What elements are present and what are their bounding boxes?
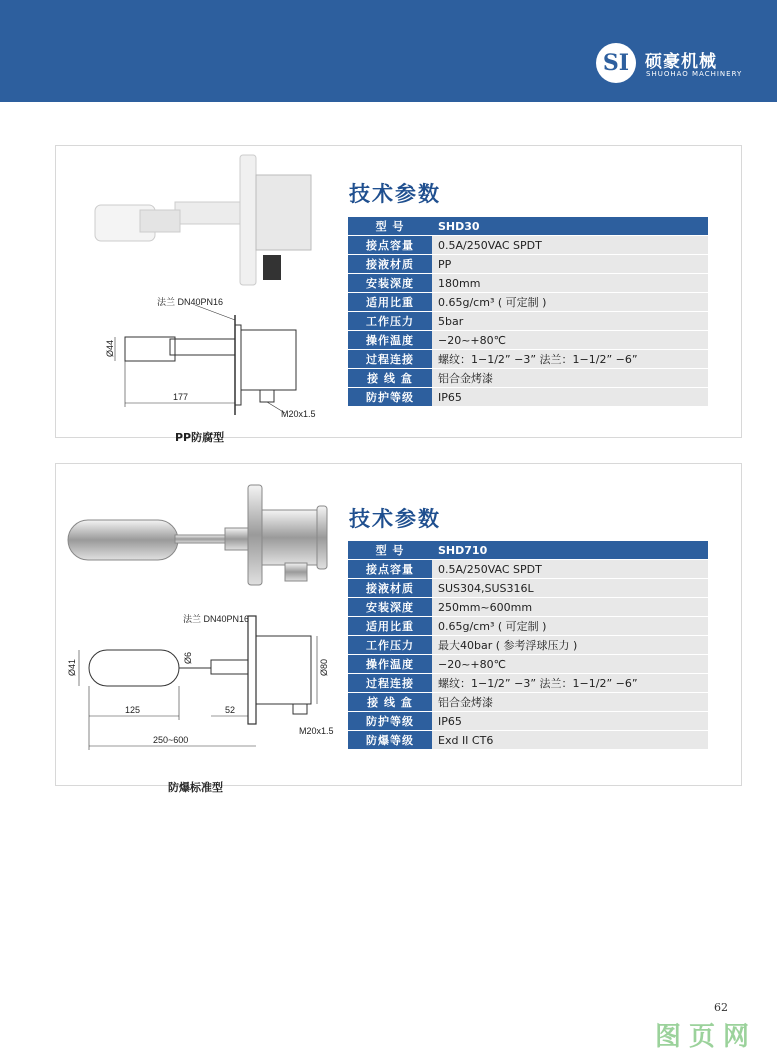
spec-value: SHD30 — [432, 217, 708, 236]
spec-label: 适用比重 — [348, 617, 432, 636]
table-row — [348, 217, 708, 236]
length-250-600-label: 250~600 — [153, 735, 189, 745]
diameter-label: Ø41 — [67, 658, 77, 676]
table-row — [348, 636, 708, 655]
cable-label: M20x1.5 — [299, 726, 334, 736]
cable-label: M20x1.5 — [281, 409, 316, 419]
spec-value: 最大40bar ( 参考浮球压力 ) — [432, 636, 708, 655]
spec-label: 过程连接 — [348, 674, 432, 693]
spec-label: 安装深度 — [348, 274, 432, 293]
page-number: 62 — [714, 1001, 728, 1014]
spec-label: 工作压力 — [348, 636, 432, 655]
watermark: 图页网 — [655, 1022, 758, 1052]
spec-table-pp — [348, 217, 708, 407]
length-label: 177 — [173, 392, 189, 402]
table-row — [348, 293, 708, 312]
spec-label: 型 号 — [348, 217, 432, 236]
diameter-label: Ø44 — [105, 339, 115, 357]
spec-value: 250mm~600mm — [432, 598, 708, 617]
spec-value: 180mm — [432, 274, 708, 293]
table-row — [348, 655, 708, 674]
spec-value: IP65 — [432, 388, 708, 407]
spec-label: 接液材质 — [348, 255, 432, 274]
spec-value: 螺纹：1−1/2” −3” 法兰：1−1/2” −6” — [432, 674, 708, 693]
spec-value: IP65 — [432, 712, 708, 731]
table-row — [348, 579, 708, 598]
spec-value: PP — [432, 255, 708, 274]
spec-title-pp: 技术参数 — [349, 182, 441, 206]
spec-value: 0.5A/250VAC SPDT — [432, 560, 708, 579]
spec-label: 工作压力 — [348, 312, 432, 331]
spec-label: 接点容量 — [348, 560, 432, 579]
table-row — [348, 369, 708, 388]
flange-label: 法兰 DN40PN16 — [183, 614, 250, 624]
table-row — [348, 674, 708, 693]
spec-label: 安装深度 — [348, 598, 432, 617]
flange-label: 法兰 DN40PN16 — [157, 297, 224, 307]
spec-label: 防爆等级 — [348, 731, 432, 750]
length-52-label: 52 — [225, 705, 236, 715]
spec-value: 0.65g/cm³ ( 可定制 ) — [432, 293, 708, 312]
table-row — [348, 712, 708, 731]
spec-label: 操作温度 — [348, 331, 432, 350]
spec-label: 防护等级 — [348, 388, 432, 407]
spec-label: 防护等级 — [348, 712, 432, 731]
product-caption-stainless: 防爆标准型 — [168, 781, 223, 794]
spec-title-stainless: 技术参数 — [349, 507, 441, 531]
table-row — [348, 693, 708, 712]
spec-label: 接 线 盒 — [348, 369, 432, 388]
rod-diameter-label: Ø6 — [183, 651, 193, 664]
product-photo-stainless — [65, 480, 335, 590]
spec-value: Exd II CT6 — [432, 731, 708, 750]
spec-value: SHD710 — [432, 541, 708, 560]
table-row — [348, 255, 708, 274]
spec-value: 0.65g/cm³ ( 可定制 ) — [432, 617, 708, 636]
spec-value: SUS304,SUS316L — [432, 579, 708, 598]
spec-value: 铝合金烤漆 — [432, 369, 708, 388]
technical-drawing-stainless — [65, 608, 335, 753]
body-diameter-label: Ø80 — [319, 658, 329, 676]
spec-value: 铝合金烤漆 — [432, 693, 708, 712]
spec-label: 适用比重 — [348, 293, 432, 312]
table-row — [348, 388, 708, 407]
spec-label: 接 线 盒 — [348, 693, 432, 712]
spec-label: 接液材质 — [348, 579, 432, 598]
spec-table-stainless — [348, 541, 708, 750]
brand-name: 硕豪机械 — [645, 52, 717, 72]
spec-value: 螺纹：1−1/2” −3” 法兰：1−1/2” −6” — [432, 350, 708, 369]
spec-value: −20~+80℃ — [432, 655, 708, 674]
page-header — [0, 0, 777, 102]
product-photo-pp — [85, 150, 315, 290]
product-caption-pp: PP防腐型 — [175, 431, 225, 444]
spec-label: 接点容量 — [348, 236, 432, 255]
technical-drawing-pp — [95, 295, 325, 425]
table-row — [348, 350, 708, 369]
table-row — [348, 236, 708, 255]
table-row — [348, 312, 708, 331]
table-row — [348, 560, 708, 579]
table-row — [348, 541, 708, 560]
brand-name-en: SHUOHAO MACHINERY — [646, 70, 743, 78]
table-row — [348, 731, 708, 750]
table-row — [348, 331, 708, 350]
table-row — [348, 274, 708, 293]
spec-label: 型 号 — [348, 541, 432, 560]
spec-value: −20~+80℃ — [432, 331, 708, 350]
spec-value: 0.5A/250VAC SPDT — [432, 236, 708, 255]
length-125-label: 125 — [125, 705, 141, 715]
spec-value: 5bar — [432, 312, 708, 331]
spec-label: 过程连接 — [348, 350, 432, 369]
table-row — [348, 617, 708, 636]
spec-label: 操作温度 — [348, 655, 432, 674]
table-row — [348, 598, 708, 617]
brand-logo: SI — [596, 43, 636, 83]
